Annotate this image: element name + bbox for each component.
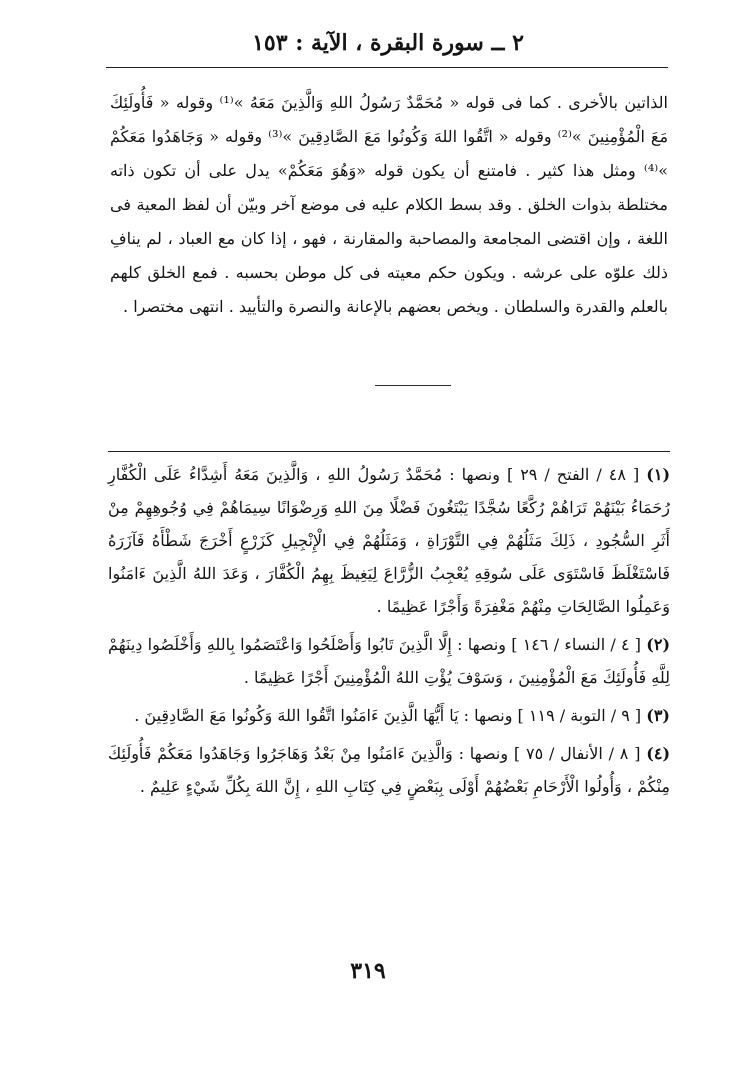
footnotes-section — [108, 458, 670, 803]
footnote-text: [ ٩ / التوبة / ١١٩ ] ونصها : يَا أَيُّهَا الَّذِينَ ءَامَنُوا اتَّقُوا اللهَ وَكُونُوا مَعَ الصَّادِقِينَ . — [134, 706, 642, 725]
footnote-1 — [108, 458, 670, 623]
section-separator — [375, 385, 451, 386]
footnote-number: (٣) — [646, 706, 670, 725]
body-paragraph: الذاتين بالأخرى . كما فى قوله « مُحَمَّدٌ رَسُولُ اللهِ وَالَّذِينَ مَعَهُ »⁽¹⁾ وقوله « فَأُولَئِكَ مَعَ الْمُؤْمِنِينَ »⁽²⁾ وقوله « اتَّقُوا اللهَ وَكُونُوا مَعَ الصَّادِقِينَ »⁽³⁾ وقوله « وَجَاهَدُوا مَعَكُمْ »⁽⁴⁾ ومثل هذا كثير . فامتنع أن يكون قوله «وَهُوَ مَعَكُمْ» يدل على أن تكون ذاته مختلطة بذوات الخلق . وقد بسط الكلام عليه فى موضع آخر وبيّن أن لفظ المعية فى اللغة ، وإن اقتضى المجامعة والمصاحبة والمقارنة ، فهو ، إذا كان مع العباد ، لم ينافِ ذلك علوّه على عرشه . ويكون حكم معيته فى كل موطن بحسبه . فمع الخلق كلهم بالعلم والقدرة والسلطان . ويخص بعضهم بالإعانة والنصرة والتأييد . انتهى مختصرا . — [110, 93, 669, 316]
footnote-2 — [108, 628, 670, 694]
footnote-text: [ ٤٨ / الفتح / ٢٩ ] ونصها : مُحَمَّدٌ رَسُولُ اللهِ ، وَالَّذِينَ مَعَهُ أَشِدَّاءُ عَلَى الْكُفَّارِ رُحَمَاءُ بَيْنَهُمْ تَرَاهُمْ رُكَّعًا سُجَّدًا يَبْتَغُونَ فَضْلًا مِنَ اللهِ وَرِضْوَانًا سِيمَاهُمْ فِي وُجُوهِهِمْ مِنْ أَثَرِ السُّجُودِ ، ذَلِكَ مَثَلُهُمْ فِي التَّوْرَاةِ ، وَمَثَلُهُمْ فِي الْإِنْجِيلِ كَزَرْعٍ أَخْرَجَ شَطْأَهُ فَآزَرَهُ فَاسْتَغْلَظَ فَاسْتَوَى عَلَى سُوقِهِ يُعْجِبُ الزُّرَّاعَ لِيَغِيظَ بِهِمُ الْكُفَّارَ ، وَعَدَ اللهُ الَّذِينَ ءَامَنُوا وَعَمِلُوا الصَّالِحَاتِ مِنْهُمْ مَغْفِرَةً وَأَجْرًا عَظِيمًا . — [108, 465, 671, 616]
footnote-number: (٢) — [646, 635, 671, 654]
footnote-3 — [108, 699, 670, 732]
footnote-number: (١) — [646, 465, 671, 484]
running-header: ٢ ــ سورة البقرة ، الآية : ١٥٣ — [252, 30, 524, 56]
footnote-4 — [108, 737, 670, 803]
footnote-number: (٤) — [646, 744, 671, 763]
footnote-text: [ ٤ / النساء / ١٤٦ ] ونصها : إِلَّا الَّذِينَ تَابُوا وَأَصْلَحُوا وَاعْتَصَمُوا بِاللهِ وَأَخْلَصُوا دِينَهُمْ لِلَّهِ فَأُولَئِكَ مَعَ الْمُؤْمِنِينَ ، وَسَوْفَ يُؤْتِ اللهُ الْمُؤْمِنِينَ أَجْرًا عَظِيمًا . — [108, 635, 670, 687]
header-rule — [106, 67, 668, 68]
page-number: ٣١٩ — [350, 958, 386, 984]
footnote-text: [ ٨ / الأنفال / ٧٥ ] ونصها : وَالَّذِينَ ءَامَنُوا مِنْ بَعْدُ وَهَاجَرُوا وَجَاهَدُوا مَعَكُمْ فَأُولَئِكَ مِنْكُمْ ، وَأُولُوا الْأَرْحَامِ بَعْضُهُمْ أَوْلَى بِبَعْضٍ فِي كِتَابِ اللهِ ، إِنَّ اللهَ بِكُلِّ شَيْءٍ عَلِيمٌ . — [108, 744, 670, 796]
footnote-rule — [108, 451, 670, 452]
